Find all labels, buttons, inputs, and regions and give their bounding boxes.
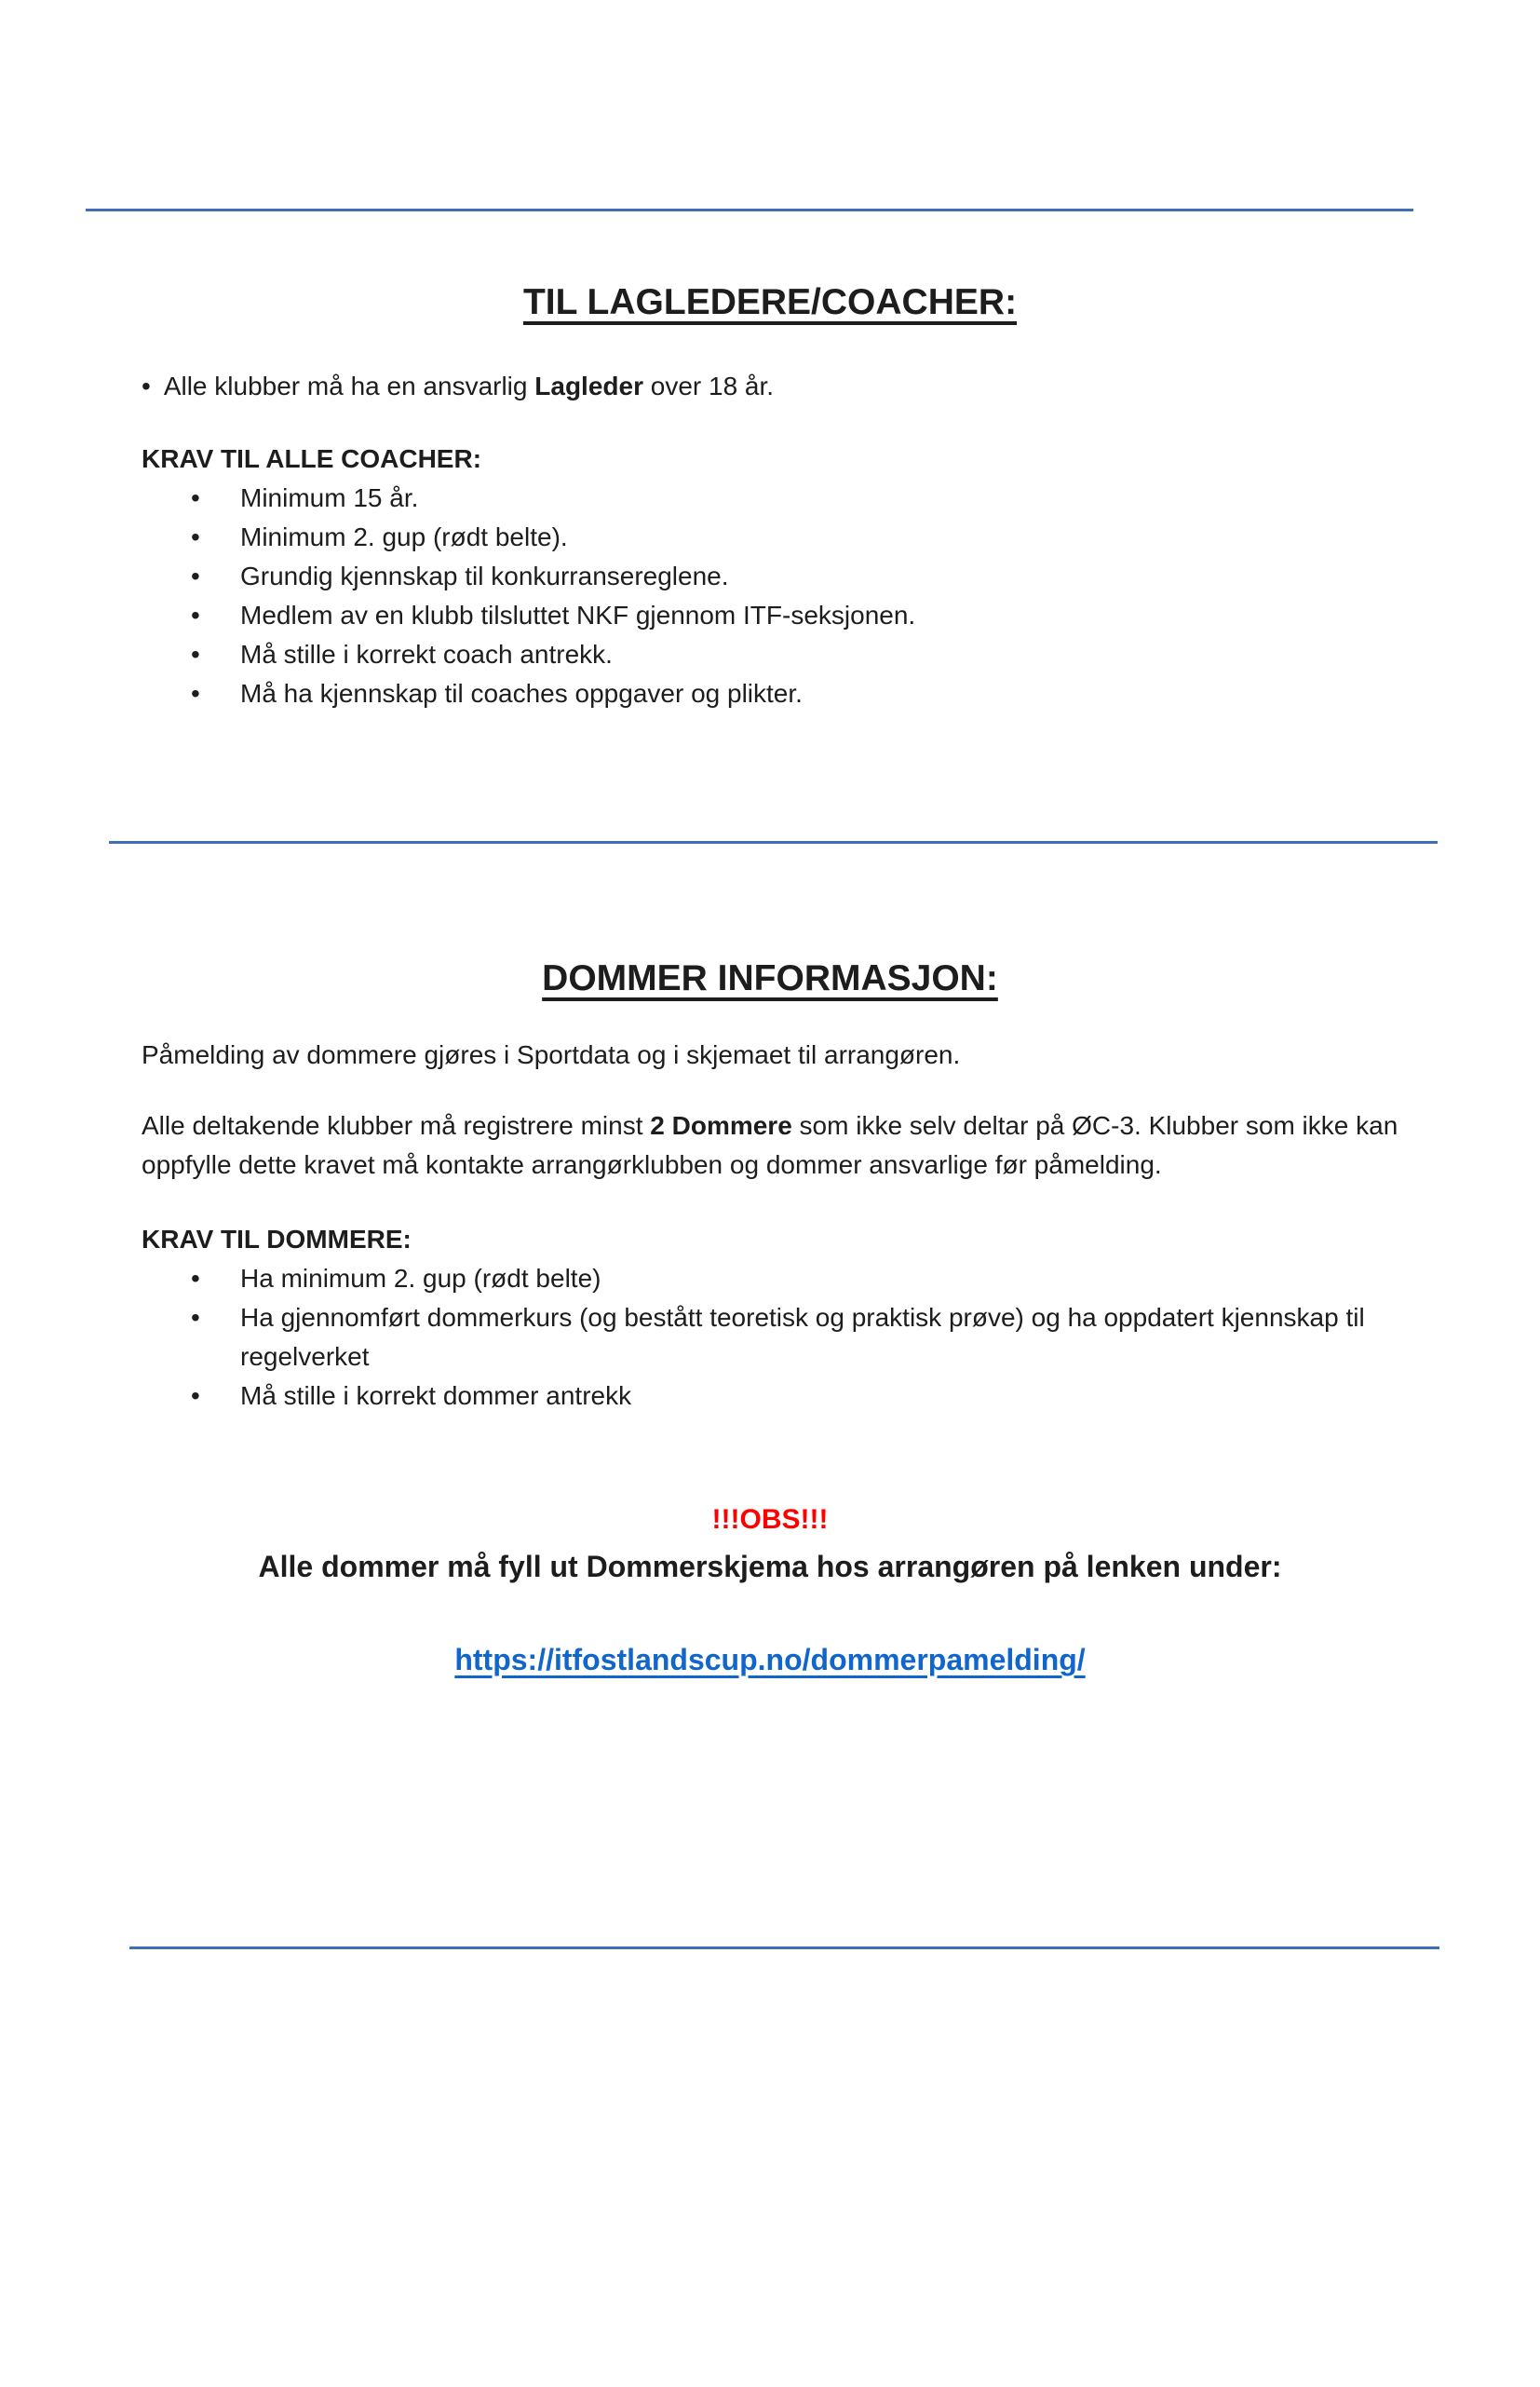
referee-requirements-heading: KRAV TIL DOMMERE: <box>142 1225 412 1254</box>
bullet-icon: • <box>191 483 200 512</box>
list-item-text: Må stille i korrekt dommer antrekk <box>240 1381 632 1410</box>
list-item-text: Ha minimum 2. gup (rødt belte) <box>240 1264 601 1293</box>
list-item <box>142 596 1400 635</box>
clubs-prefix: Alle deltakende klubber må registrere minst <box>142 1111 651 1140</box>
list-item-text: Minimum 2. gup (rødt belte). <box>240 522 568 551</box>
section-divider-middle <box>109 841 1438 844</box>
obs-warning: !!!OBS!!! <box>711 1504 829 1535</box>
bullet-icon: • <box>191 1303 200 1332</box>
referee-registration-paragraph: Påmelding av dommere gjøres i Sportdata og i skjemaet til arrangøren. <box>142 1040 961 1069</box>
list-item <box>142 635 1400 674</box>
referee-requirements-list <box>142 1259 1400 1416</box>
coach-requirements-list <box>142 479 1400 713</box>
bullet-icon: • <box>191 562 200 590</box>
list-item <box>142 1377 1400 1416</box>
list-item <box>142 518 1400 557</box>
section-divider-bottom <box>129 1946 1439 1949</box>
coach-intro-suffix: over 18 år. <box>642 372 775 400</box>
bullet-icon: • <box>142 372 151 400</box>
bullet-icon: • <box>191 1264 200 1293</box>
section-divider-top <box>86 209 1413 211</box>
list-item-text: Minimum 15 år. <box>240 483 419 512</box>
list-item-text: Må stille i korrekt coach antrekk. <box>240 640 613 669</box>
coach-section-title: TIL LAGLEDERE/COACHER: <box>522 282 1018 322</box>
list-item-text: Må ha kjennskap til coaches oppgaver og plikter. <box>240 679 803 708</box>
referee-form-instruction: Alle dommer må fyll ut Dommerskjema hos arrangøren på lenken under: <box>258 1550 1282 1583</box>
list-item <box>142 1298 1400 1377</box>
clubs-suffix: som ikke selv deltar på ØC-3. Klubber som ikke kan oppfylle dette kravet må kontakte arrangørklubben og dommer ansvarlige før påmelding. <box>142 1111 1398 1179</box>
coach-intro-paragraph <box>142 367 1400 406</box>
coach-requirements-heading: KRAV TIL ALLE COACHER: <box>142 444 482 473</box>
clubs-bold: 2 Dommere <box>650 1111 792 1140</box>
bullet-icon: • <box>191 601 200 630</box>
referee-clubs-paragraph <box>142 1106 1400 1185</box>
bullet-icon: • <box>191 1381 200 1410</box>
list-item-text: Ha gjennomført dommerkurs (og bestått teoretisk og praktisk prøve) og ha oppdatert kjennskap til regelverket <box>240 1303 1365 1371</box>
list-item-text: Grundig kjennskap til konkurransereglene. <box>240 562 729 590</box>
bullet-icon: • <box>191 640 200 669</box>
list-item <box>142 479 1400 518</box>
coach-intro-bold: Lagleder <box>534 372 643 400</box>
link-paragraph <box>0 1639 1540 1680</box>
bullet-icon: • <box>191 522 200 551</box>
bullet-icon: • <box>191 679 200 708</box>
referee-section-title: DOMMER INFORMASJON: <box>542 958 998 998</box>
list-item <box>142 674 1400 713</box>
coach-intro-prefix: Alle klubber må ha en ansvarlig <box>163 372 535 400</box>
list-item <box>142 557 1400 596</box>
dommer-registration-link[interactable]: https://itfostlandscup.no/dommerpamelding/ <box>454 1643 1086 1676</box>
list-item <box>142 1259 1400 1298</box>
list-item-text: Medlem av en klubb tilsluttet NKF gjennom ITF-seksjonen. <box>240 601 916 630</box>
